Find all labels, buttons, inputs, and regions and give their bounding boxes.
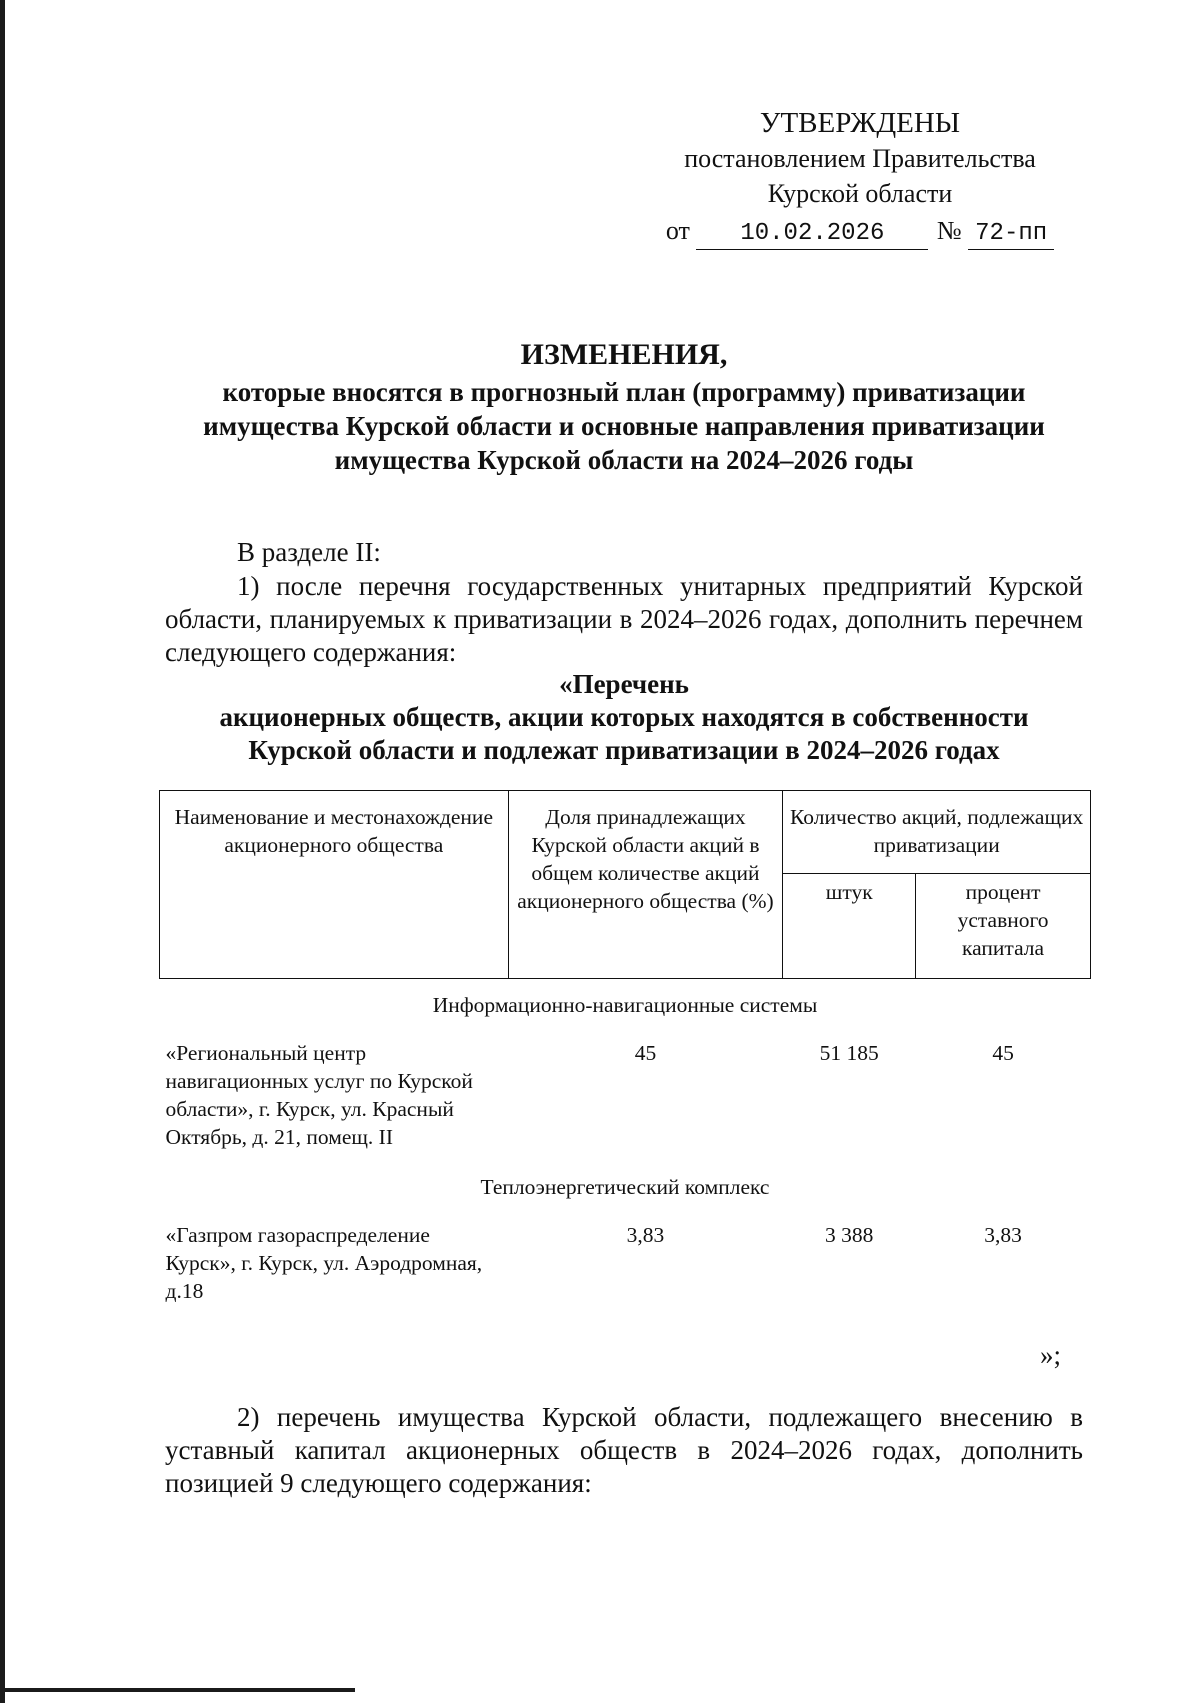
- approval-date-line: [660, 213, 1060, 250]
- header-percent: процент уставного капитала: [916, 874, 1091, 979]
- approval-title: УТВЕРЖДЕНЫ: [759, 107, 961, 139]
- approval-block: [660, 106, 1060, 250]
- number-sign: №: [936, 216, 962, 245]
- section-intro-text: В разделе II:: [237, 537, 381, 567]
- category-label: Теплоэнергетический комплекс: [480, 1175, 770, 1199]
- list-title-line: акционерных обществ, акции которых находятся в собственности: [219, 702, 1029, 732]
- heading-line: которые вносятся в прогнозный план (программу) приватизации: [222, 377, 1026, 407]
- category-label: Информационно-навигационные системы: [432, 993, 818, 1017]
- company-name: «Газпром газораспределение Курск», г. Курск, ул. Аэродромная, д.18: [165, 1223, 483, 1303]
- pieces-value: 3 388: [825, 1223, 874, 1247]
- shares-table: [159, 790, 1091, 1315]
- approval-number: 72-пп: [968, 219, 1054, 250]
- approval-date: 10.02.2026: [696, 219, 928, 250]
- company-name: «Региональный центр навигационных услуг по Курской области», г. Курск, ул. Красный Октябрь, д. 21, помещ. II: [165, 1041, 473, 1149]
- item-2-paragraph: 2) перечень имущества Курской области, подлежащего внесению в уставный капитал акционерных обществ в 2024–2026 годах, дополнить позицией 9 следующего содержания:: [165, 1402, 1083, 1498]
- section-intro: [165, 536, 1083, 569]
- percent-value: 3,83: [984, 1223, 1022, 1247]
- share-value: 45: [634, 1041, 657, 1065]
- list-title-line: Курской области и подлежат приватизации в 2024–2026 годах: [248, 735, 1000, 765]
- approval-line-1: постановлением Правительства: [684, 144, 1036, 173]
- list-title-line: «Перечень: [559, 669, 689, 699]
- header-share: Доля принадлежащих Курской области акций в общем количестве акций акционерного общества (%): [508, 791, 783, 979]
- date-prefix: от: [665, 216, 690, 245]
- page-left-edge: [0, 0, 5, 1703]
- page-bottom-edge: [0, 1688, 355, 1692]
- header-quantity: Количество акций, подлежащих приватизации: [783, 791, 1091, 874]
- table-row: [160, 1039, 1091, 1161]
- heading-line: имущества Курской области и основные направления приватизации: [203, 411, 1045, 441]
- heading-title: ИЗМЕНЕНИЯ,: [520, 338, 728, 371]
- category-row: [160, 1161, 1091, 1221]
- approval-line-2: Курской области: [767, 179, 953, 208]
- pieces-value: 51 185: [819, 1041, 879, 1065]
- item-1-paragraph: 1) после перечня государственных унитарных предприятий Курской области, планируемых к приватизации в 2024–2026 годах, дополнить перечнем следующего содержания:: [165, 571, 1083, 667]
- list-close-quote: »;: [1040, 1340, 1062, 1370]
- list-title: [150, 668, 1098, 767]
- document-heading: [150, 335, 1098, 477]
- header-name: Наименование и местонахождение акционерного общества: [160, 791, 509, 979]
- heading-line: имущества Курской области на 2024–2026 годы: [334, 445, 914, 475]
- header-pieces: штук: [783, 874, 916, 979]
- category-row: [160, 979, 1091, 1040]
- share-value: 3,83: [626, 1223, 665, 1247]
- table-row: [160, 1221, 1091, 1315]
- percent-value: 45: [992, 1041, 1014, 1065]
